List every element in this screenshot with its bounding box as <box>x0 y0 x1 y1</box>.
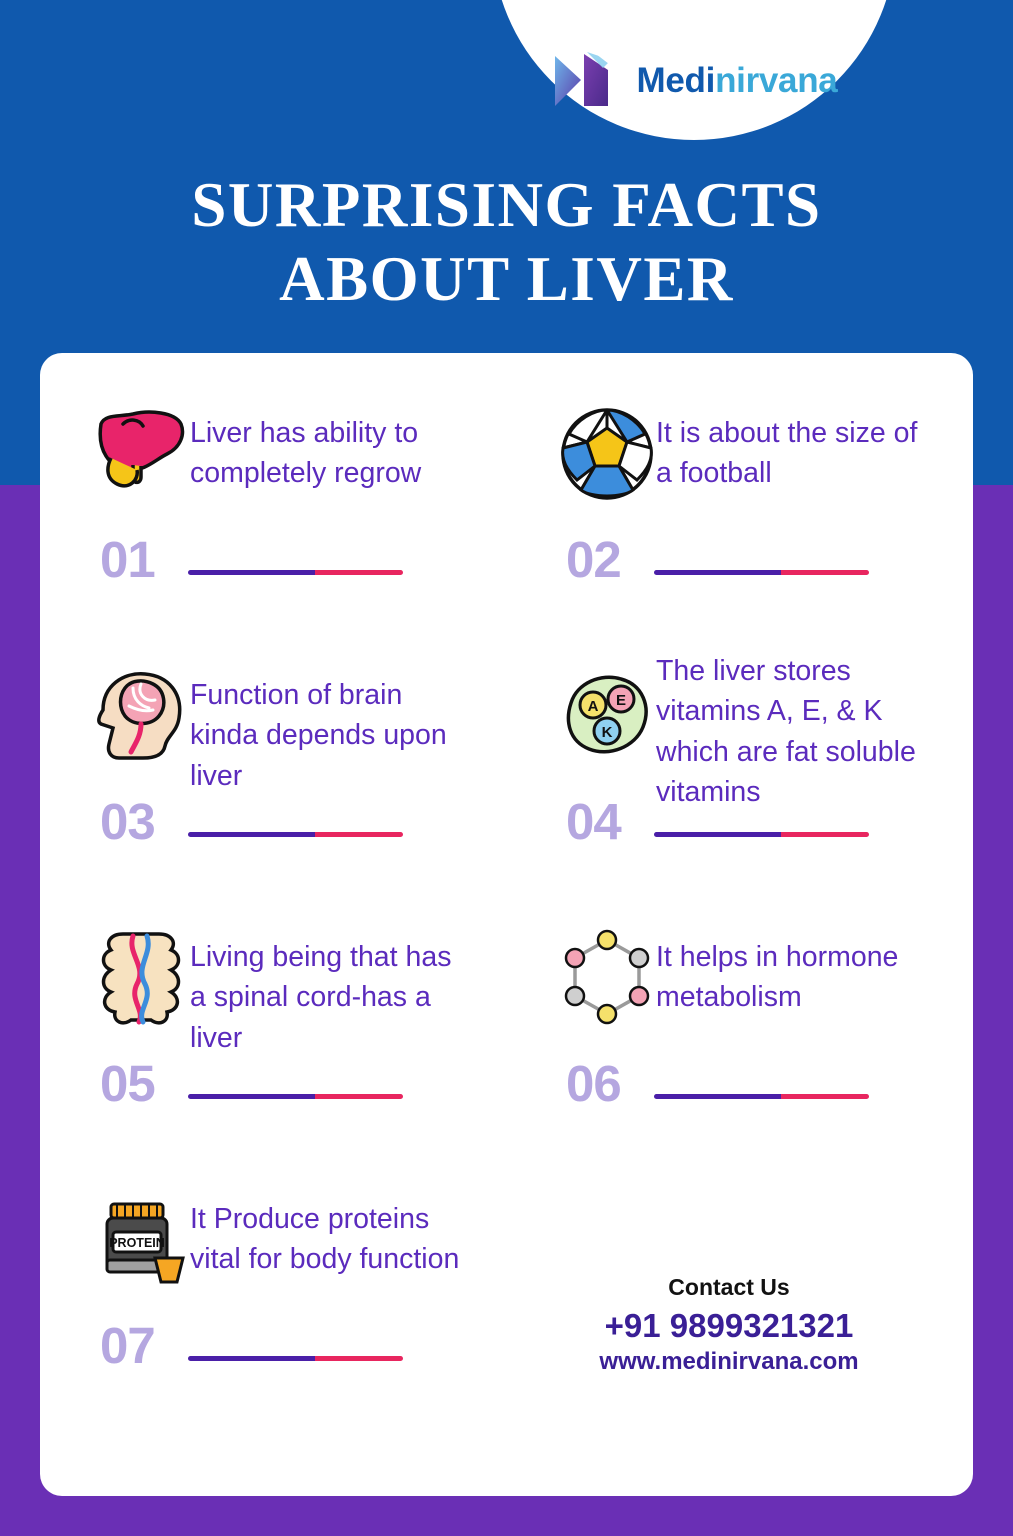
brain-head-icon <box>86 661 196 771</box>
fact-rule <box>654 1094 869 1099</box>
contact-block <box>519 1274 939 1376</box>
fact-text: It helps in hormone metabolism <box>656 941 899 1014</box>
fact-number: 03 <box>100 793 155 850</box>
brand-name <box>637 61 838 101</box>
fact-number: 02 <box>566 531 621 588</box>
brand-name-part1: Medi <box>636 61 716 100</box>
fact-rule <box>188 832 403 837</box>
spinal-cord-icon <box>86 923 196 1033</box>
fact-item <box>506 633 972 895</box>
molecule-hexagon-icon <box>552 923 662 1033</box>
facts-grid <box>40 371 973 1419</box>
liver-icon <box>86 399 196 509</box>
fact-text: The liver stores vitamins A, E, & K which are fat soluble vitamins <box>656 655 916 809</box>
fact-rule <box>654 832 869 837</box>
fact-rule <box>188 1094 403 1099</box>
fact-text: Living being that has a spinal cord-has a liver <box>190 941 452 1054</box>
protein-jar-icon <box>86 1185 196 1295</box>
fact-number: 01 <box>100 531 155 588</box>
fact-text: Liver has ability to completely regrow <box>190 417 422 490</box>
medinirvana-logo-icon <box>551 50 623 112</box>
contact-phone[interactable]: +91 9899321321 <box>604 1307 854 1344</box>
contact-website[interactable]: www.medinirvana.com <box>599 1348 859 1375</box>
fact-text: Function of brain kinda depends upon liver <box>190 679 447 792</box>
fact-rule <box>188 570 403 575</box>
fact-text: It is about the size of a football <box>656 417 918 490</box>
fact-number: 06 <box>566 1055 621 1112</box>
fact-number: 04 <box>566 793 621 850</box>
fact-item <box>40 633 506 895</box>
contact-label: Contact Us <box>668 1274 790 1300</box>
fact-rule <box>188 1356 403 1361</box>
fact-item <box>506 371 972 633</box>
fact-number: 05 <box>100 1055 155 1112</box>
svg-text:K: K <box>601 724 613 741</box>
page-title-line1: SURPRISING FACTS <box>191 170 822 240</box>
brand-name-part2: nirvana <box>715 61 838 100</box>
page-title <box>0 168 1013 317</box>
logo-row <box>551 50 838 112</box>
svg-text:A: A <box>587 698 599 715</box>
fact-text: It Produce proteins vital for body function <box>190 1203 460 1276</box>
svg-text:PROTEIN: PROTEIN <box>109 1236 165 1250</box>
fact-item <box>40 895 506 1157</box>
football-icon <box>552 399 662 509</box>
svg-text:E: E <box>615 692 627 709</box>
fact-item <box>40 1157 506 1419</box>
vitamin-capsule-icon <box>552 661 662 771</box>
page-title-line2: ABOUT LIVER <box>279 244 734 315</box>
fact-number: 07 <box>100 1317 155 1374</box>
fact-item <box>506 895 972 1157</box>
facts-card <box>40 353 973 1496</box>
fact-item <box>40 371 506 633</box>
fact-rule <box>654 570 869 575</box>
